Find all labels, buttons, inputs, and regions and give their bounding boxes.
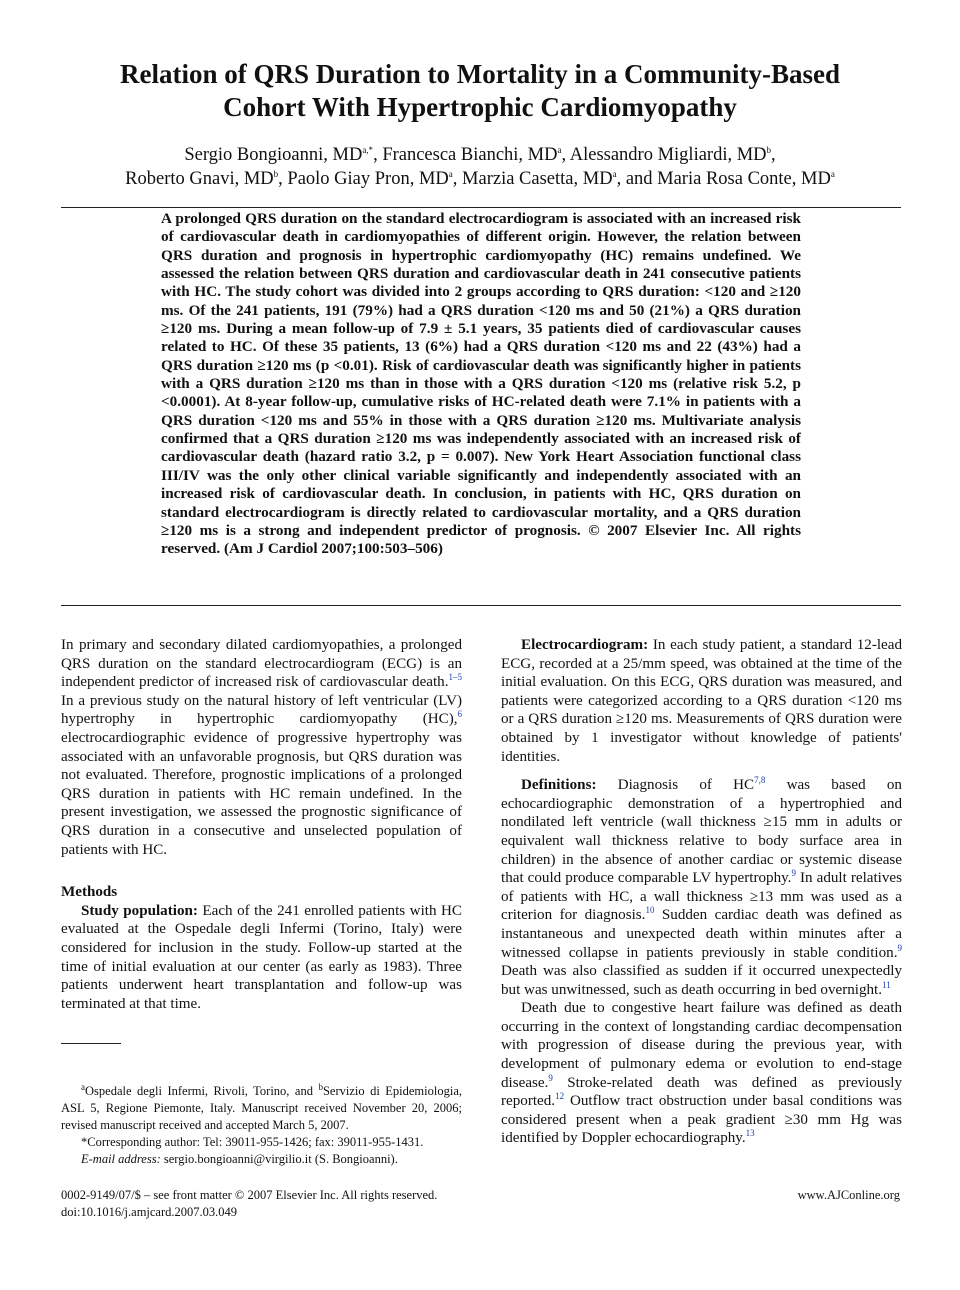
affiliations-footnote: $^a$Ospedale degli Infermi, Rivoli, Torino, and $^b$Servizio di Epidemiologia, ASL 5, Regione Piemonte, Italy. Manuscript received November 20, 2006; revised manuscript received and accepted March 5, 2007. (61, 1081, 462, 1132)
article-title (40, 58, 920, 124)
author-list (40, 143, 920, 191)
ref-link[interactable]: 10 (645, 905, 655, 916)
email-footnote: E-mail address: sergio.bongioanni@virgilio.it (S. Bongioanni). (81, 1152, 398, 1166)
title-line-2: Cohort With Hypertrophic Cardiomyopathy (223, 92, 737, 122)
corresponding-author: *Corresponding author: Tel: 39011-955-1426; fax: 39011-955-1431. (81, 1135, 424, 1149)
methods-heading: Methods (61, 884, 118, 901)
abstract-top-rule (61, 207, 901, 208)
ref-link[interactable]: 9 (548, 1072, 553, 1083)
email-link[interactable]: sergio.bongioanni@virgilio.it (S. Bongioanni). (160, 1152, 398, 1166)
abstract-bottom-rule (61, 605, 901, 606)
ref-link[interactable]: 7,8 (754, 775, 766, 786)
intro-paragraph: In primary and secondary dilated cardiomyopathies, a prolonged QRS duration on the standard electrocardiogram (ECG) is an independent predictor of increased risk of cardiovascular death.$^{1-5}$ In a previous study on the natural history of left ventricular (LV) hypertrophy in hypertrophic cardiomyopathy (HC),$^6$ electrocardiographic evidence of progressive hypertrophy was associated with an unfavorable prognosis, but QRS duration was not evaluated. Therefore, prognostic implications of a prolonged QRS duration in patients with HC remain undefined. In the present investigation, we assessed the prognostic significance of QRS duration in a consecutive and unselected population of patients with HC. (61, 637, 462, 858)
left-column (61, 636, 462, 1013)
abstract-text: A prolonged QRS duration on the standard electrocardiogram is associated with an increased risk of cardiovascular death in cardiomyopathies of different origin. However, the relation between QRS duration and prognosis in hypertrophic cardiomyopathy (HC) remains undefined. We assessed the relation between QRS duration and cardiovascular death in 241 consecutive patients with HC. The study cohort was divided into 2 groups according to QRS duration: <120 and ≥120 ms. Of the 241 patients, 191 (79%) had a QRS duration <120 ms and 50 (21%) a QRS duration ≥120 ms. During a mean follow-up of 7.9 ± 5.1 years, 35 patients died of cardiovascular causes related to HC. Of these 35 patients, 13 (6%) had a QRS duration <120 ms and 22 (43%) had a QRS duration ≥120 ms (p <0.01). Risk of cardiovascular death was significantly higher in patients with a QRS duration ≥120 ms than in those with a QRS duration <120 ms (relative risk 5.2, p <0.0001). At 8-year follow-up, cumulative risks of HC-related death were 7.1% in patients with a QRS duration <120 ms and 55% in those with a QRS duration ≥120 ms. Multivariate analysis confirmed that a QRS duration ≥120 ms was independently associated with an increased risk of cardiovascular death (hazard ratio 3.2, p = 0.007). New York Heart Association functional class III/IV was the only other clinical variable significantly and independently associated with an increased risk of cardiovascular death. In conclusion, in patients with HC, QRS duration on standard electrocardiogram is directly related to cardiovascular mortality, and a QRS duration ≥120 ms is a strong and independent predictor of prognosis. © 2007 Elsevier Inc. All rights reserved. (Am J Cardiol 2007;100:503–506) (161, 210, 801, 558)
title-line-1: Relation of QRS Duration to Mortality in a Community-Based (120, 59, 840, 89)
ref-link[interactable]: 1–5 (448, 672, 462, 683)
authors-line-2: Roberto Gnavi, $MD^b$, Paolo Giay Pron, $MD^a$, Marzia Casetta, $MD^a$, and Maria Rosa Conte, $MD^a$ (125, 168, 835, 189)
ref-link[interactable]: 11 (882, 979, 891, 990)
right-column (501, 636, 902, 1148)
authors-line-1: Sergio Bongioanni, $MD^{a,*}$, Francesca Bianchi, $MD^a$, Alessandro Migliardi, $MD^b$, (184, 144, 776, 165)
doi-line[interactable]: doi:10.1016/j.amjcard.2007.03.049 (61, 1205, 238, 1219)
ref-link[interactable]: 13 (745, 1128, 755, 1139)
ref-link[interactable]: 9 (791, 868, 796, 879)
issn-line: 0002-9149/07/$ – see front matter © 2007 Elsevier Inc. All rights reserved. (61, 1188, 438, 1202)
journal-website[interactable]: www.AJConline.org (797, 1188, 900, 1202)
footnote-rule (61, 1043, 121, 1044)
ecg-paragraph: Electrocardiogram: In each study patient, a standard 12-lead ECG, recorded at a 25/mm speed, was obtained at the time of the initial evaluation. On this ECG, QRS duration was measured, and patients were categorized according to a QRS duration <120 ms or a QRS duration ≥120 ms. Measurements of QRS duration were obtained by 1 investigator without knowledge of patients' identities. (501, 637, 902, 765)
ref-link[interactable]: 12 (555, 1091, 565, 1102)
publication-info (61, 1187, 437, 1221)
chf-paragraph: Death due to congestive heart failure was defined as death occurring in the context of longstanding cardiac decompensation with progression of disease during the previous year, with development of pulmonary edema or evolution to end-stage disease.$^9$ Stroke-related death was defined as previously reported.$^{12}$ Outflow tract obstruction under basal conditions was considered present when a peak gradient ≥30 mm Hg was identified by Doppler echocardiography.$^{13}$ (501, 1000, 902, 1147)
ref-link[interactable]: 9 (897, 942, 902, 953)
ref-link[interactable]: 6 (457, 709, 462, 720)
footnotes (61, 1083, 462, 1168)
definitions-paragraph: Definitions: Diagnosis of HC$^{7,8}$ was based on echocardiographic demonstration of a hypertrophied and nondilated left ventricle (wall thickness ≥15 mm in adults or equivalent wall thickness relative to body surface area in children) in the absence of another cardiac or systemic disease that could produce comparable LV hypertrophy.$^9$ In adult relatives of patients with HC, a wall thickness ≥13 mm was used as a criterion for diagnosis.$^{10}$ Sudden cardiac death was defined as instantaneous and unexpected death within minutes after a witnessed collapse in patients previously in stable condition.$^9$ Death was also classified as sudden if it occurred unexpectedly but was unwitnessed, such as death occurring in bed overnight.$^{11}$ (501, 775, 903, 998)
study-population-paragraph: Study population: Each of the 241 enrolled patients with HC evaluated at the Ospedale degli Infermi (Torino, Italy) were considered for inclusion in the study. Follow-up started at the time of initial evaluation at our center (as early as 1983). Three patients underwent heart transplantation and follow-up was terminated at that time. (61, 902, 462, 1012)
